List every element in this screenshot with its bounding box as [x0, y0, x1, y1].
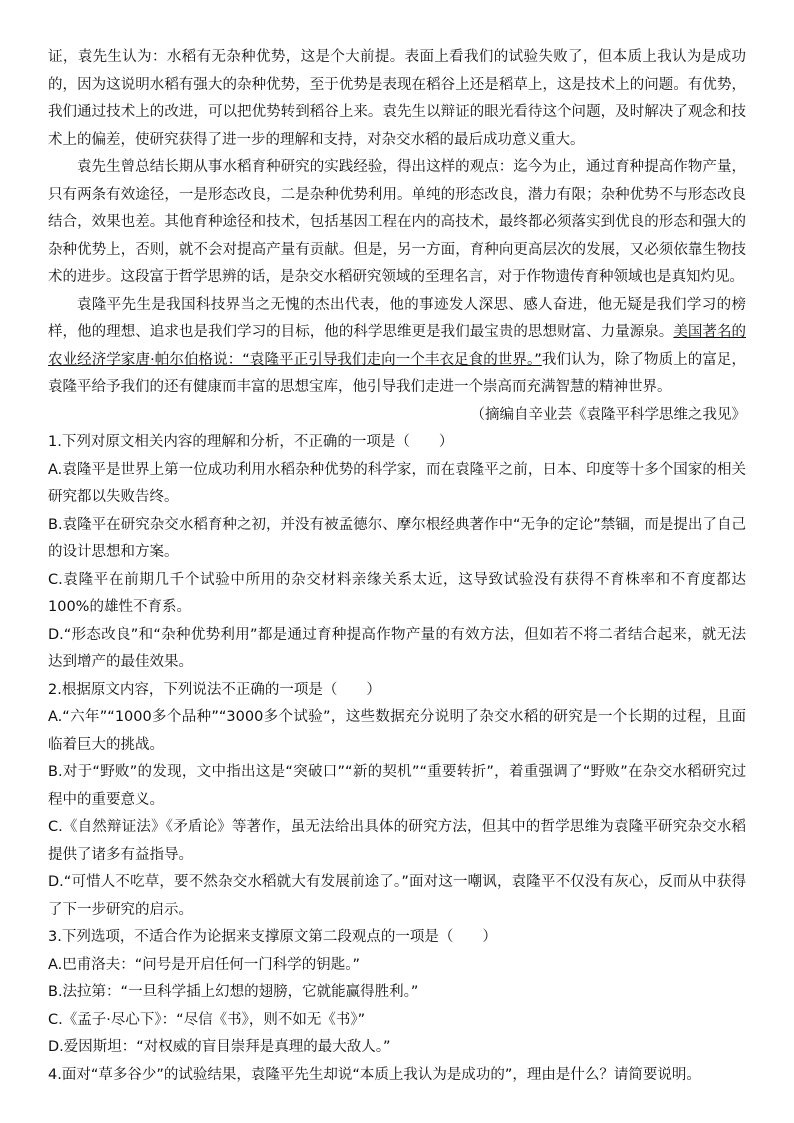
document-page	[48, 44, 746, 1089]
question-3-option-b: B.法拉第：“一旦科学插上幻想的翅膀，它就能赢得胜利。”	[48, 984, 419, 1000]
passage-paragraph-2: 袁先生曾总结长期从事水稻育种研究的实践经验，得出这样的观点：迄今为止，通过育种提高作物产量，只有两条有效途径，一是形态改良，二是杂种优势利用。单纯的形态改良，潜力有限；杂种优势不与形态改良结合，效果也差。其他育种途径和技术，包括基因工程在内的高技术，最终都必须落实到优良的形态和强大的杂种优势上，否则，就不会对提高产量有贡献。但是，另一方面，育种向更高层次的发展，又必须依靠生物技术的进步。这段富于哲学思辨的话，是杂交水稻研究领域的至理名言，对于作物遗传育种领域也是真知灼见。	[48, 159, 746, 285]
question-1-option-c: C.袁隆平在前期几千个试验中所用的杂交材料亲缘关系太近，这导致试验没有获得不育株率和不育度都达100%的雄性不育系。	[48, 571, 746, 615]
question-3-option-c: C.《孟子·尽心下》：“尽信《书》，则不如无《书》”	[48, 1011, 366, 1028]
underlined-quote: 美国著名的农业经济学家唐·帕尔伯格说：“袁隆平正引导我们走向一个丰衣足食的世界。”	[48, 324, 746, 368]
question-2-option-c: C.《自然辩证法》《矛盾论》等著作，虽无法给出具体的研究方法，但其中的哲学思维为袁隆平研究杂交水稻提供了诸多有益指导。	[48, 819, 746, 863]
question-3-option-d: D.爱因斯坦：“对权威的盲目崇拜是真理的最大敌人。”	[48, 1039, 391, 1055]
passage-paragraph-3	[48, 292, 746, 402]
question-3-stem: 3.下列选项，不适合作为论据来支撑原文第二段观点的一项是（ ）	[48, 929, 497, 945]
question-2-option-d: D.“可惜人不吃草，要不然杂交水稻就大有发展前途了。”面对这一嘲讽，袁隆平不仅没有灰心，反而从中获得了下一步研究的启示。	[48, 874, 746, 918]
question-4-stem: 4.面对“草多谷少”的试验结果，袁隆平先生却说“本质上我认为是成功的”，理由是什么？请简要说明。	[48, 1066, 701, 1083]
question-2-option-a: A.“六年”“1000多个品种”“3000多个试验”，这些数据充分说明了杂交水稻的研究是一个长期的过程，且面临着巨大的挑战。	[48, 709, 746, 753]
question-1-option-b: B.袁隆平在研究杂交水稻育种之初，并没有被孟德尔、摩尔根经典著作中“无争的定论”禁锢，而是提出了自己的设计思想和方案。	[48, 516, 746, 560]
passage-paragraph-1: 证，袁先生认为：水稻有无杂种优势，这是个大前提。表面上看我们的试验失败了，但本质上我认为是成功的，因为这说明水稻有强大的杂种优势，至于优势是表现在稻谷上还是稻草上，这是技术上的问题。有优势，我们通过技术上的改进，可以把优势转到稻谷上来。袁先生以辩证的眼光看待这个问题，及时解决了观念和技术上的偏差，使研究获得了进一步的理解和支持，对杂交水稻的最后成功意义重大。	[48, 49, 746, 148]
question-2-option-b: B.对于“野败”的发现，文中指出这是“突破口”“新的契机”“重要转折”，着重强调了“野败”在杂交水稻研究过程中的重要意义。	[48, 764, 746, 808]
source-citation: （摘编自辛业芸《袁隆平科学思维之我见》	[470, 406, 746, 423]
paragraph-3-text-before: 袁隆平先生是我国科技界当之无愧的杰出代表，他的事迹发人深思、感人奋进，他无疑是我们学习的榜样，他的理想、追求也是我们学习的目标，他的科学思维更是我们最宝贵的思想财富、力量源泉。	[48, 296, 746, 340]
paragraph-3-text-after: 我们认为，除了物质上的富足，袁隆平给予我们的还有健康而丰富的思想宝库，他引导我们走进一个崇高而充满智慧的精神世界。	[48, 351, 747, 395]
question-1-option-a: A.袁隆平是世界上第一位成功利用水稻杂种优势的科学家，而在袁隆平之前，日本、印度等十多个国家的相关研究都以失败告终。	[48, 461, 746, 505]
question-2-stem: 2.根据原文内容，下列说法不正确的一项是（ ）	[48, 681, 381, 698]
question-1-stem: 1.下列对原文相关内容的理解和分析，不正确的一项是（ ）	[48, 434, 454, 450]
question-1-option-d: D.“形态改良”和“杂种优势利用”都是通过育种提高作物产量的有效方法，但如若不将二者结合起来，就无法达到增产的最佳效果。	[48, 626, 746, 670]
question-3-option-a: A.巴甫洛夫：“问号是开启任何一门科学的钥匙。”	[48, 956, 361, 973]
